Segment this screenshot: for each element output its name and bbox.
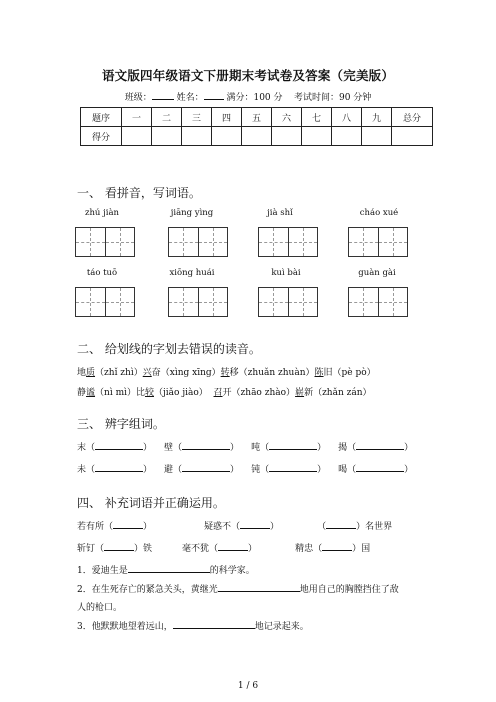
pinyin-options[interactable]: 旧（pè pò） <box>323 368 376 378</box>
score-header-cell: 四 <box>212 108 242 127</box>
pinyin-label: táo tuō <box>86 268 118 278</box>
idiom-suffix: ）铁 <box>134 544 153 554</box>
underlined-char: 谧 <box>86 388 96 398</box>
class-blank <box>152 90 174 100</box>
answer-blank[interactable] <box>326 519 356 529</box>
writing-grid[interactable] <box>258 227 318 257</box>
char-label: 吨（ <box>251 443 270 453</box>
paren: ） <box>404 443 414 453</box>
score-cell[interactable] <box>272 127 302 146</box>
score-header-cell: 八 <box>332 108 362 127</box>
char-label: 未（ <box>77 465 96 475</box>
score-cell[interactable] <box>362 127 392 146</box>
underlined-char: 兴 <box>142 368 152 378</box>
name-blank <box>204 90 224 100</box>
score-cell[interactable] <box>212 127 242 146</box>
reading-line-2 <box>77 385 372 398</box>
answer-blank[interactable] <box>269 440 317 450</box>
score-header-cell: 总分 <box>392 108 433 127</box>
underlined-char: 转 <box>220 368 230 378</box>
answer-blank[interactable] <box>218 541 248 551</box>
answer-blank[interactable] <box>182 440 230 450</box>
text-fragment: 地 <box>77 368 87 378</box>
section-1-heading: 一、 看拼音，写词语。 <box>77 186 201 200</box>
exam-info <box>0 90 496 103</box>
answer-blank[interactable] <box>113 519 143 529</box>
underlined-char: 较 <box>144 388 154 398</box>
char-label: 避（ <box>164 465 183 475</box>
time-label: 考试时间：90 分钟 <box>293 93 372 103</box>
idiom-prefix: 若有所（ <box>77 522 114 532</box>
idiom-prefix: （ <box>317 522 327 532</box>
answer-blank[interactable] <box>95 440 143 450</box>
question-2 <box>77 582 399 595</box>
paren: ） <box>230 443 240 453</box>
answer-blank[interactable] <box>356 440 404 450</box>
paren: ） <box>404 465 414 475</box>
pinyin-options[interactable]: （jiǎo jiào） <box>154 388 208 398</box>
pinyin-label: zhú jiàn <box>84 208 120 218</box>
section-2-heading: 二、 给划线的字划去错误的读音。 <box>77 342 261 356</box>
score-header-cell: 三 <box>182 108 212 127</box>
idiom-suffix: ）国 <box>352 544 371 554</box>
paren: ） <box>317 465 327 475</box>
question-text: 3．他默默地望着远山， <box>77 622 173 632</box>
idiom-suffix: ） <box>248 544 258 554</box>
answer-blank[interactable] <box>182 462 230 472</box>
pinyin-options[interactable]: （nì mì）比 <box>95 388 145 398</box>
char-label: 壁（ <box>164 443 183 453</box>
idiom-suffix: ） <box>270 522 280 532</box>
question-2-cont: 人的枪口。 <box>77 603 123 613</box>
char-label: 喝（ <box>338 465 357 475</box>
question-3 <box>77 619 309 632</box>
pinyin-options[interactable]: （zhǐ zhì） <box>95 368 143 378</box>
score-header-cell: 二 <box>152 108 182 127</box>
score-row-label: 得分 <box>81 127 122 146</box>
pinyin-label: jiāng yìng <box>170 208 214 218</box>
word-group-row-1 <box>77 440 413 453</box>
score-header-cell: 七 <box>302 108 332 127</box>
section-3-heading: 三、 辨字组词。 <box>77 417 165 431</box>
char-label: 末（ <box>77 443 96 453</box>
writing-grid[interactable] <box>168 287 228 317</box>
word-group-row-2 <box>77 462 413 475</box>
writing-grid[interactable] <box>75 227 135 257</box>
writing-grid[interactable] <box>348 227 408 257</box>
char-label: 揭（ <box>338 443 357 453</box>
writing-grid[interactable] <box>348 287 408 317</box>
score-table-score-row <box>81 127 433 146</box>
question-1 <box>77 563 255 576</box>
score-header-cell: 九 <box>362 108 392 127</box>
text-fragment: 静 <box>77 388 87 398</box>
idiom-suffix: ）名世界 <box>356 522 393 532</box>
question-text: 地记录起来。 <box>254 622 309 632</box>
idiom-prefix: 精忠（ <box>295 544 323 554</box>
section-4-heading: 四、 补充词语并正确运用。 <box>77 496 225 510</box>
paren: ） <box>230 465 240 475</box>
pinyin-options[interactable]: 移（zhuǎn zhuàn） <box>229 368 315 378</box>
question-text: 1．爱迪生是 <box>77 566 128 576</box>
answer-blank[interactable] <box>173 619 255 629</box>
score-table-header-row <box>81 108 433 127</box>
question-text: 的科学家。 <box>209 566 255 576</box>
pinyin-label: xiōng huái <box>169 268 215 278</box>
score-table <box>80 107 433 146</box>
reading-line-1 <box>77 365 376 378</box>
pinyin-options[interactable]: 新（zhǎn zán） <box>304 388 372 398</box>
idiom-prefix: 斩钉（ <box>77 544 105 554</box>
score-header-cell: 题序 <box>81 108 122 127</box>
answer-blank[interactable] <box>356 462 404 472</box>
name-label: 姓名： <box>176 93 204 103</box>
score-header-cell: 六 <box>272 108 302 127</box>
underlined-char: 质 <box>86 368 96 378</box>
idiom-row-2 <box>77 541 370 554</box>
answer-blank[interactable] <box>269 462 317 472</box>
answer-blank[interactable] <box>322 541 352 551</box>
writing-grid[interactable] <box>75 287 135 317</box>
idiom-row-1 <box>77 519 392 532</box>
answer-blank[interactable] <box>240 519 270 529</box>
pinyin-options[interactable]: 开（zhāo zhào） <box>222 388 296 398</box>
pinyin-label: jià shǐ <box>267 208 293 218</box>
score-cell[interactable] <box>332 127 362 146</box>
pinyin-label: cháo xué <box>359 208 399 218</box>
pinyin-label: kuì bài <box>271 268 301 278</box>
writing-grid[interactable] <box>168 227 228 257</box>
score-cell[interactable] <box>152 127 182 146</box>
underlined-char: 陈 <box>314 368 324 378</box>
paren: ） <box>143 443 153 453</box>
paren: ） <box>143 465 153 475</box>
writing-grid[interactable] <box>258 287 318 317</box>
score-header-cell: 五 <box>242 108 272 127</box>
pinyin-label: guàn gài <box>358 268 396 278</box>
paren: ） <box>317 443 327 453</box>
class-label: 班级： <box>124 93 152 103</box>
answer-blank[interactable] <box>104 541 134 551</box>
idiom-prefix: 毫不犹（ <box>182 544 219 554</box>
underlined-char: 召 <box>213 388 223 398</box>
page-title: 语文版四年级语文下册期末考试卷及答案（完美版） <box>101 68 395 83</box>
char-label: 钝（ <box>251 465 270 475</box>
idiom-suffix: ） <box>143 522 153 532</box>
answer-blank[interactable] <box>95 462 143 472</box>
score-cell[interactable] <box>182 127 212 146</box>
underlined-char: 崭 <box>295 388 305 398</box>
score-cell[interactable] <box>122 127 152 146</box>
answer-blank[interactable] <box>128 563 210 573</box>
score-cell[interactable] <box>392 127 433 146</box>
score-label: 满分：100 分 <box>226 93 283 103</box>
score-header-cell: 一 <box>122 108 152 127</box>
answer-blank[interactable] <box>218 582 300 592</box>
pinyin-options[interactable]: 奋（xìng xīng） <box>151 368 221 378</box>
question-text: 地用自己的胸膛挡住了敌 <box>299 585 399 595</box>
idiom-prefix: 疑惑不（ <box>204 522 241 532</box>
score-cell[interactable] <box>242 127 272 146</box>
question-text: 2．在生死存亡的紧急关头，黄继光 <box>77 585 218 595</box>
score-cell[interactable] <box>302 127 332 146</box>
page-number: 1 / 6 <box>237 681 259 691</box>
